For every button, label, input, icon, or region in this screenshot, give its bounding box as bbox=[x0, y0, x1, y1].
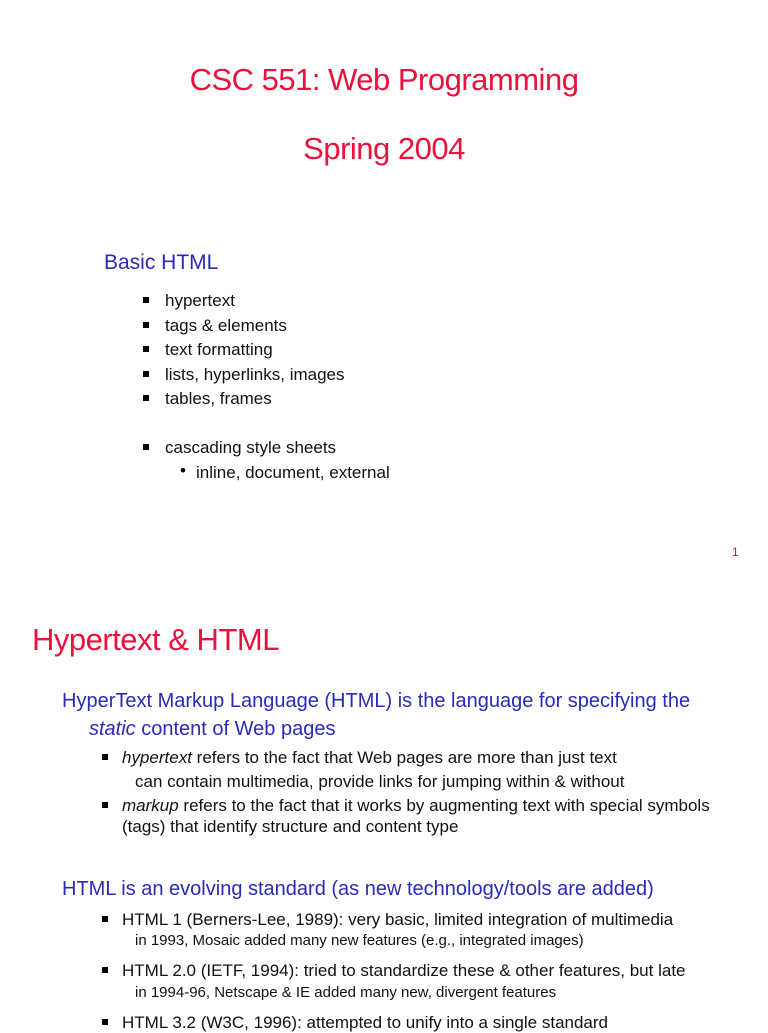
lead-line-continued bbox=[89, 718, 335, 741]
lead-line-2: HTML is an evolving standard (as new technology/tools are added) bbox=[62, 878, 654, 900]
lead-line: HyperText Markup Language (HTML) is the language for specifying the bbox=[62, 690, 691, 712]
version-html32: HTML 3.2 (W3C, 1996): attempted to unify into a single standard bbox=[122, 1013, 609, 1032]
list-item: tables, frames bbox=[165, 389, 272, 408]
bullet-hypertext bbox=[122, 748, 617, 768]
list-item: hypertext bbox=[165, 291, 235, 310]
bullet-square bbox=[143, 346, 149, 352]
bullet-markup bbox=[122, 796, 710, 816]
bullet-square bbox=[143, 371, 149, 377]
bullet-text: refers to the fact that Web pages are more than just text bbox=[191, 748, 617, 767]
list-item: tags & elements bbox=[165, 316, 287, 335]
lead-text: content of Web pages bbox=[135, 718, 336, 740]
emphasis-hypertext: hypertext bbox=[122, 748, 192, 767]
list-subitem: inline, document, external bbox=[196, 463, 390, 482]
bullet-square bbox=[143, 297, 149, 303]
section-heading: Basic HTML bbox=[104, 251, 219, 274]
bullet-square bbox=[102, 754, 108, 760]
bullet-dot: • bbox=[180, 461, 186, 480]
bullet-continuation: (tags) that identify structure and content type bbox=[122, 817, 459, 836]
bullet-square bbox=[143, 322, 149, 328]
bullet-continuation: can contain multimedia, provide links for jumping within & without bbox=[135, 772, 625, 791]
version-html2: HTML 2.0 (IETF, 1994): tried to standardize these & other features, but late bbox=[122, 961, 686, 980]
bullet-text: refers to the fact that it works by augmenting text with special symbols bbox=[178, 796, 710, 815]
slide-title: Hypertext & HTML bbox=[32, 622, 279, 657]
bullet-square bbox=[143, 395, 149, 401]
bullet-square bbox=[143, 444, 149, 450]
version-note: in 1993, Mosaic added many new features (e.g., integrated images) bbox=[135, 932, 584, 949]
list-item: lists, hyperlinks, images bbox=[165, 365, 345, 384]
course-title: CSC 551: Web Programming bbox=[189, 62, 579, 97]
emphasis-static: static bbox=[89, 718, 136, 740]
version-note: in 1994-96, Netscape & IE added many new, divergent features bbox=[135, 984, 557, 1001]
bullet-square bbox=[102, 967, 108, 973]
term-title: Spring 2004 bbox=[303, 131, 465, 166]
emphasis-markup: markup bbox=[122, 796, 179, 815]
bullet-square bbox=[102, 916, 108, 922]
list-item: cascading style sheets bbox=[165, 438, 337, 457]
bullet-square bbox=[102, 1019, 108, 1025]
bullet-square bbox=[102, 802, 108, 808]
version-html1: HTML 1 (Berners-Lee, 1989): very basic, limited integration of multimedia bbox=[122, 910, 674, 929]
page-number: 1 bbox=[732, 545, 739, 559]
list-item: text formatting bbox=[165, 340, 273, 359]
